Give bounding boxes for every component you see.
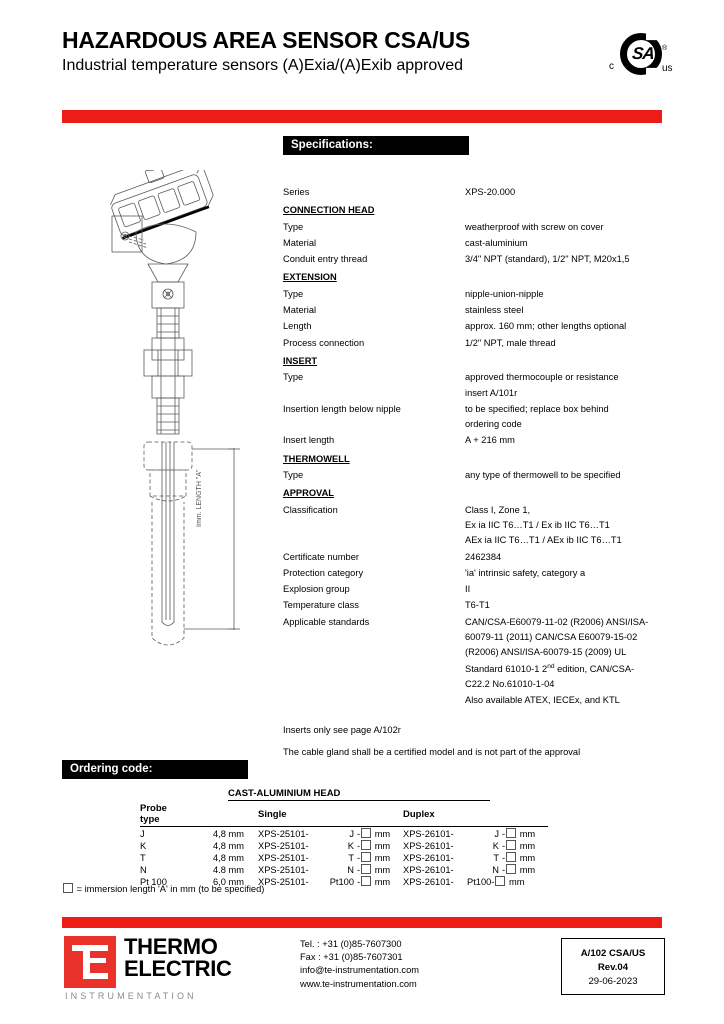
ordering-code-banner: Ordering code: bbox=[62, 760, 248, 779]
spec-value-line: Class I, Zone 1, bbox=[465, 504, 531, 515]
cell-probe-type: K bbox=[140, 840, 147, 851]
spec-row bbox=[283, 696, 683, 705]
spec-value-line: 'ia' intrinsic safety, category a bbox=[465, 567, 586, 578]
page-subtitle: Industrial temperature sensors (A)Exia/(A)Exib approved bbox=[62, 57, 464, 75]
csa-prefix-c-label: c bbox=[609, 61, 614, 72]
immersion-length-box-icon[interactable] bbox=[361, 852, 371, 862]
immersion-length-box-icon[interactable] bbox=[506, 828, 516, 838]
cell-single-type: N bbox=[347, 864, 354, 875]
spec-value-line: weatherproof with screw on cover bbox=[465, 221, 604, 232]
cell-probe-type: J bbox=[140, 828, 145, 839]
cell-duplex-length: - mm bbox=[502, 829, 536, 839]
spec-value bbox=[465, 601, 683, 610]
spec-label bbox=[283, 206, 465, 215]
spec-row bbox=[283, 188, 683, 197]
spec-value bbox=[465, 255, 683, 264]
column-duplex-length bbox=[502, 803, 548, 827]
cell-duplex-type: K bbox=[492, 840, 499, 851]
immersion-length-box-icon[interactable] bbox=[361, 840, 371, 850]
spec-value bbox=[465, 585, 683, 594]
standards-superscript: nd bbox=[547, 662, 555, 670]
column-single-type bbox=[320, 803, 357, 827]
contact-line: www.te-instrumentation.com bbox=[300, 978, 417, 989]
spec-label: Length bbox=[283, 321, 312, 332]
revision-number: Rev.04 bbox=[597, 961, 629, 973]
spec-row bbox=[283, 306, 683, 315]
document-revision-box bbox=[561, 938, 665, 995]
column-single-length bbox=[357, 803, 403, 827]
column-duplex-type bbox=[465, 803, 502, 827]
spec-value bbox=[465, 696, 683, 705]
cell-duplex-code: XPS-26101- bbox=[403, 828, 454, 839]
cell-single-length: - mm bbox=[357, 865, 391, 875]
cell-duplex-type: J bbox=[494, 828, 499, 839]
cell-duplex-type: Pt100- mm bbox=[467, 877, 525, 887]
spec-value bbox=[465, 569, 683, 578]
sensor-assembly-drawing bbox=[100, 170, 260, 670]
spec-value-line: (R2006) ANSI/ISA-60079-15 (2009) UL bbox=[465, 647, 627, 658]
footer-red-divider bbox=[62, 917, 662, 928]
cell-single-type: K bbox=[347, 840, 354, 851]
spec-value-line: to be specified; replace box behind bbox=[465, 403, 609, 414]
cast-aluminium-head-group bbox=[228, 788, 490, 801]
spec-row bbox=[283, 290, 683, 299]
spec-row bbox=[283, 471, 683, 480]
spec-label: Certificate number bbox=[283, 551, 359, 562]
column-single: Single bbox=[258, 803, 320, 827]
spec-value bbox=[465, 618, 683, 690]
spec-row bbox=[283, 373, 683, 398]
cell-single-code: XPS-25101- bbox=[258, 828, 309, 839]
immersion-length-box-icon bbox=[63, 883, 73, 893]
logo-line-thermo: THERMO bbox=[124, 934, 218, 959]
spec-value-line: stainless steel bbox=[465, 305, 524, 316]
csa-sa-monogram: SA bbox=[631, 44, 655, 63]
spec-value-line: Ex ia IIC T6…T1 / Ex ib IIC T6…T1 bbox=[465, 519, 610, 530]
spec-label: Type bbox=[283, 288, 304, 299]
cell-single-type: T bbox=[348, 852, 354, 863]
spec-group-heading bbox=[283, 206, 683, 215]
spec-value-line: XPS-20.000 bbox=[465, 187, 516, 197]
logo-wordmark bbox=[124, 936, 232, 979]
spec-group-heading bbox=[283, 455, 683, 464]
cell-duplex-code: XPS-26101- bbox=[403, 876, 454, 887]
spec-value-line: A + 216 mm bbox=[465, 435, 515, 446]
spec-value-line: 60079-11 (2011) CAN/CSA E60079-15-02 bbox=[465, 632, 638, 643]
specifications-footnote: Inserts only see page A/102r bbox=[283, 724, 401, 735]
spec-value-line: Also available ATEX, IECEx, and KTL bbox=[465, 695, 620, 706]
spec-value bbox=[465, 306, 683, 315]
spec-value-line: approx. 160 mm; other lengths optional bbox=[465, 321, 627, 332]
spec-value-line: Standard 61010-1 2nd edition, CAN/CSA- bbox=[465, 662, 635, 674]
spec-label: Type bbox=[283, 470, 304, 481]
table-row bbox=[140, 851, 548, 863]
spec-group-heading bbox=[283, 489, 683, 498]
csa-certification-icon bbox=[604, 33, 676, 85]
spec-value-line: any type of thermowell to be specified bbox=[465, 470, 621, 481]
cell-duplex-code: XPS-26101- bbox=[403, 840, 454, 851]
spec-row bbox=[283, 223, 683, 232]
column-diameter bbox=[188, 803, 258, 827]
spec-value bbox=[465, 471, 683, 480]
column-probe-type: Probe type bbox=[140, 803, 188, 827]
spec-value bbox=[465, 405, 683, 430]
spec-value bbox=[465, 373, 683, 398]
cell-probe-type: Pt 100 bbox=[140, 876, 167, 887]
cell-single-type: Pt100 bbox=[329, 876, 354, 887]
spec-value bbox=[465, 436, 683, 445]
specifications-footnote: The cable gland shall be a certified model and is not part of the approval bbox=[283, 746, 581, 757]
csa-registered-icon: ® bbox=[662, 45, 668, 52]
spec-value bbox=[465, 239, 683, 248]
cell-probe-type: T bbox=[140, 852, 146, 863]
spec-row bbox=[283, 569, 683, 578]
spec-label: Type bbox=[283, 221, 304, 232]
specifications-banner: Specifications: bbox=[283, 136, 469, 155]
cell-probe-type: N bbox=[140, 864, 147, 875]
spec-value-line: CAN/CSA-E60079-11-02 (R2006) ANSI/ISA- bbox=[465, 616, 649, 627]
immersion-length-box-icon[interactable] bbox=[361, 828, 371, 838]
table-row bbox=[140, 827, 548, 840]
table-header-row bbox=[140, 803, 548, 827]
spec-row bbox=[283, 601, 683, 610]
cell-single-code: XPS-25101- bbox=[258, 852, 309, 863]
company-logo bbox=[64, 934, 232, 1002]
spec-value bbox=[465, 339, 683, 348]
cell-single-length: - mm bbox=[357, 877, 391, 887]
spec-label: Material bbox=[283, 305, 317, 316]
spec-group-label: APPROVAL bbox=[283, 488, 334, 499]
spec-value-line: C22.2 No.61010-1-04 bbox=[465, 679, 555, 689]
contact-line: Tel. : +31 (0)85-7607300 bbox=[300, 939, 402, 949]
spec-group-heading bbox=[283, 357, 683, 366]
spec-label: Process connection bbox=[283, 337, 365, 348]
cast-aluminium-head-label: CAST-ALUMINIUM HEAD bbox=[228, 788, 341, 799]
spec-label: Conduit entry thread bbox=[283, 254, 368, 265]
spec-value-line: AEx ia IIC T6…T1 / AEx ib IIC T6…T1 bbox=[465, 535, 622, 546]
spec-value-line: insert A/101r bbox=[465, 387, 518, 398]
spec-label: Insert length bbox=[283, 435, 335, 446]
spec-label bbox=[283, 273, 465, 282]
table-row bbox=[140, 863, 548, 875]
header-red-divider bbox=[62, 110, 662, 123]
immersion-length-box-icon[interactable] bbox=[495, 876, 505, 886]
spec-row bbox=[283, 255, 683, 264]
immersion-length-box-icon[interactable] bbox=[506, 864, 516, 874]
cell-duplex-code: XPS-26101- bbox=[403, 864, 454, 875]
ordering-note bbox=[62, 883, 264, 894]
spec-row bbox=[283, 618, 683, 690]
spec-label bbox=[283, 455, 465, 464]
spec-value bbox=[465, 506, 683, 546]
contact-line: info@te-instrumentation.com bbox=[300, 965, 419, 976]
spec-group-label: EXTENSION bbox=[283, 272, 337, 283]
cell-duplex-type: T bbox=[493, 852, 499, 863]
cell-duplex-length: - mm bbox=[502, 865, 536, 875]
sensor-drawing-svg bbox=[100, 170, 260, 670]
column-duplex: Duplex bbox=[403, 803, 465, 827]
logo-line-electric: ELECTRIC bbox=[124, 955, 232, 981]
spec-group-heading bbox=[283, 273, 683, 282]
immersion-length-dimension-label: Imm. LENGTH "A" bbox=[196, 469, 203, 527]
spec-label bbox=[283, 357, 465, 366]
spec-row bbox=[283, 405, 683, 430]
cell-single-code: XPS-25101- bbox=[258, 864, 309, 875]
spec-label: Temperature class bbox=[283, 600, 359, 611]
spec-value-line: approved thermocouple or resistance bbox=[465, 372, 619, 383]
page-header bbox=[62, 28, 662, 75]
spec-label: Classification bbox=[283, 504, 338, 515]
table-row bbox=[140, 839, 548, 851]
cell-single-length: - mm bbox=[357, 829, 391, 839]
spec-row bbox=[283, 553, 683, 562]
immersion-length-box-icon[interactable] bbox=[361, 864, 371, 874]
spec-value-line: ordering code bbox=[465, 419, 522, 430]
spec-value-line: cast-aluminium bbox=[465, 237, 528, 248]
spec-value bbox=[465, 290, 683, 299]
immersion-length-box-icon[interactable] bbox=[506, 840, 516, 850]
cell-diameter: 4,8 mm bbox=[213, 828, 244, 839]
immersion-length-box-icon[interactable] bbox=[506, 852, 516, 862]
spec-row bbox=[283, 322, 683, 331]
revision-date: 29-06-2023 bbox=[588, 975, 638, 987]
spec-value-line: T6-T1 bbox=[465, 600, 490, 611]
immersion-length-box-icon[interactable] bbox=[361, 876, 371, 886]
logo-tagline: INSTRUMENTATION bbox=[65, 991, 197, 1001]
cell-diameter: 4.8 mm bbox=[213, 864, 244, 875]
spec-label: Explosion group bbox=[283, 584, 350, 595]
spec-label: Type bbox=[283, 372, 304, 383]
spec-row bbox=[283, 239, 683, 248]
spec-label: Applicable standards bbox=[283, 616, 370, 627]
spec-value bbox=[465, 188, 683, 197]
spec-value-line: 2462384 bbox=[465, 551, 502, 562]
spec-label: Material bbox=[283, 237, 317, 248]
spec-value bbox=[465, 553, 683, 562]
cell-single-code: XPS-25101- bbox=[258, 840, 309, 851]
csa-suffix-us-label: us bbox=[662, 63, 673, 74]
spec-group-label: CONNECTION HEAD bbox=[283, 205, 375, 216]
cell-diameter: 6,0 mm bbox=[213, 876, 244, 887]
cell-single-length: - mm bbox=[357, 853, 391, 863]
spec-label: Protection category bbox=[283, 567, 364, 578]
spec-row bbox=[283, 585, 683, 594]
spec-value bbox=[465, 223, 683, 232]
cell-single-length: - mm bbox=[357, 841, 391, 851]
contact-line: Fax : +31 (0)85-7607301 bbox=[300, 952, 403, 963]
cell-duplex-code: XPS-26101- bbox=[403, 852, 454, 863]
spec-value-line: II bbox=[465, 584, 471, 595]
spec-group-label: INSERT bbox=[283, 355, 318, 366]
ordering-code-table bbox=[140, 803, 548, 887]
specifications-list bbox=[283, 188, 683, 757]
cell-duplex-type: N bbox=[492, 864, 499, 875]
spec-value-line: 1/2" NPT, male thread bbox=[465, 337, 556, 348]
contact-details bbox=[300, 938, 419, 991]
cell-single-type: J bbox=[349, 828, 354, 839]
spec-value bbox=[465, 322, 683, 331]
spec-row bbox=[283, 436, 683, 445]
page-title: HAZARDOUS AREA SENSOR CSA/US bbox=[62, 27, 471, 53]
spec-row bbox=[283, 339, 683, 348]
cell-duplex-length: - mm bbox=[502, 841, 536, 851]
ordering-note-text: = immersion length 'A' in mm (to be specified) bbox=[76, 884, 265, 894]
spec-label: Series bbox=[283, 187, 310, 197]
spec-value-line: 3/4" NPT (standard), 1/2" NPT, M20x1,5 bbox=[465, 254, 630, 265]
group-header-rule bbox=[228, 800, 490, 801]
cell-duplex-length: - mm bbox=[502, 853, 536, 863]
cell-diameter: 4,8 mm bbox=[213, 852, 244, 863]
cell-single-code: XPS-25101- bbox=[258, 876, 309, 887]
spec-label bbox=[283, 489, 465, 498]
spec-label: Insertion length below nipple bbox=[283, 403, 401, 414]
revision-doc-number: A/102 CSA/US bbox=[580, 948, 646, 959]
spec-value-line: nipple-union-nipple bbox=[465, 288, 544, 299]
logo-te-monogram-icon bbox=[64, 936, 116, 988]
spec-row bbox=[283, 506, 683, 546]
spec-group-label: THERMOWELL bbox=[283, 453, 350, 464]
cell-diameter: 4,8 mm bbox=[213, 840, 244, 851]
